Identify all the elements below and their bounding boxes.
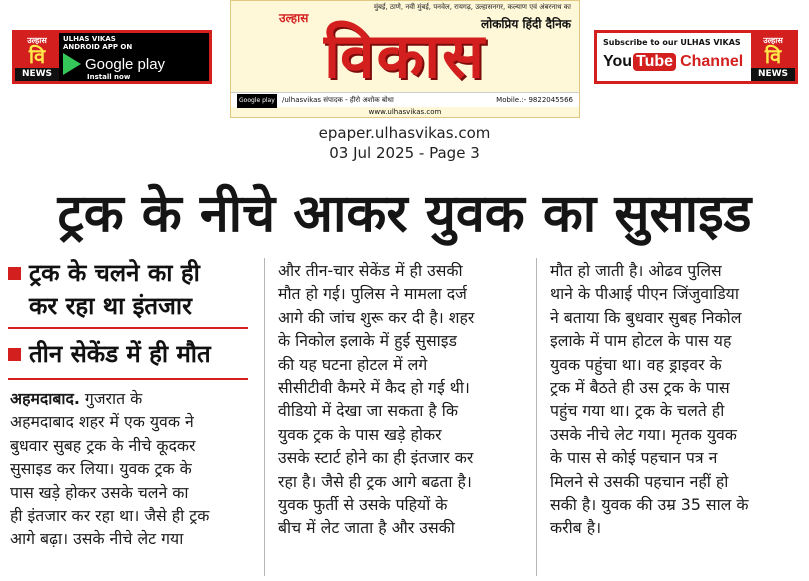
column-line: मौत हो गई। पुलिस ने मामला दर्ज — [278, 284, 467, 304]
subheading-2 — [8, 338, 248, 380]
column-line: युवक पहुंचा था। वह ड्राइवर के — [550, 354, 722, 374]
red-square-bullet-icon — [8, 267, 21, 280]
column-line: पहुंच गया था। ट्रक के चलते ही — [550, 401, 725, 421]
subheading-2-line: तीन सेकेंड में ही मौत — [29, 340, 211, 368]
column-divider — [264, 258, 265, 576]
masthead-cities: मुंबई, ठाणे, नवी मुंबई, पनवेल, रायगढ़, उल्हासनगर, कल्याण एवं अंबरनाथ का — [373, 3, 571, 11]
column-line: उसके नीचे लेट गया। मृतक युवक — [550, 424, 737, 444]
column-line: करीब है। — [550, 518, 602, 538]
masthead-social: /ulhasvikas संपादक - हीरो अशोक बोधा — [282, 96, 394, 104]
masthead-url: www.ulhasvikas.com — [368, 108, 442, 116]
logo-top-text: उल्हास — [763, 36, 783, 45]
column-line: रहा है। जैसे ही ट्रक आगे बढता है। — [278, 471, 472, 491]
article-column-3 — [550, 259, 796, 540]
column-line: सकी है। युवक की उम्र 35 साल के — [550, 495, 749, 515]
android-app-on-label: ANDROID APP ON — [63, 43, 133, 51]
masthead-mobile: Mobile.:- 9822045566 — [496, 96, 573, 104]
masthead-small-title: उल्हास — [279, 11, 309, 25]
column-line: वीडियो में देखा जा सकता है कि — [278, 401, 458, 421]
android-app-text — [63, 35, 205, 79]
youtube-tube-icon: Tube — [633, 53, 676, 71]
youtube-channel-banner[interactable] — [594, 30, 798, 84]
youtube-subscribe-text: Subscribe to our ULHAS VIKAS — [603, 38, 741, 47]
article-column-1 — [10, 387, 250, 551]
column-line: थाने के पीआई पीएन जिंजुवाडिया — [550, 284, 739, 304]
masthead-info-bar — [231, 92, 579, 107]
subheading-1 — [8, 257, 248, 329]
masthead — [230, 0, 580, 118]
column-line: युवक ट्रक के पास खड़े होकर — [278, 424, 442, 444]
logo-main-text: वि — [764, 44, 782, 68]
masthead-title: विकास — [323, 19, 487, 92]
google-play-icon — [63, 53, 81, 75]
subheading-1-line: कर रहा था इंतजार — [29, 292, 192, 320]
column-line: युवक फुर्ती से उसके पहियों के — [278, 495, 448, 515]
column-line: सुसाइड कर लिया। युवक ट्रक के — [10, 459, 192, 479]
logo-news-text: NEWS — [751, 68, 795, 81]
column-line: की यह घटना होटल में लगे — [278, 354, 428, 374]
column-line: आगे की जांच शुरू कर दी है। शहर — [278, 307, 475, 327]
column-line: आगे बढ़ा। उसके नीचे लेट गया — [10, 529, 184, 549]
ulhas-vikas-news-logo-right — [751, 33, 795, 81]
android-app-banner[interactable] — [12, 30, 212, 84]
column-line: बुधवार सुबह ट्रक के नीचे कूदकर — [10, 435, 196, 455]
epaper-site: epaper.ulhasvikas.com — [318, 124, 491, 142]
column-line: मौत हो जाती है। ओढव पुलिस — [550, 261, 722, 280]
column-line: सीसीटीवी कैमरे में कैद हो गई थी। — [278, 378, 470, 398]
column-line: अहमदाबाद शहर में एक युवक ने — [10, 412, 194, 432]
google-play-label: Google play — [85, 55, 166, 73]
column-line: मिलने से उसकी पहचान नहीं हो — [550, 471, 729, 491]
column-line: के पास से कोई पहचान पत्र न — [550, 448, 718, 468]
column-line: ने बताया कि बुधवार सुबह निकोल — [550, 307, 742, 327]
column-line: ही इंतजार कर रहा था। जैसे ही ट्रक — [10, 506, 210, 526]
column-line: बीच में लेट जाता है और उसकी — [278, 518, 455, 538]
column-divider — [536, 258, 537, 576]
column-line: इलाके में पाम होटल के पास यह — [550, 331, 732, 351]
google-play-mini-icon: Google play — [237, 94, 277, 108]
logo-top-text: उल्हास — [27, 36, 47, 45]
column-line: और तीन-चार सेकेंड में ही उसकी — [278, 261, 463, 280]
ulhas-vikas-news-logo — [15, 33, 59, 81]
youtube-you-text: You — [603, 53, 633, 70]
column-line-text: गुजरात के — [84, 389, 143, 408]
column-line: ट्रक में बैठते ही उस ट्रक के पास — [550, 378, 730, 398]
masthead-tagline: लोकप्रिय हिंदी दैनिक — [480, 17, 571, 31]
logo-news-text: NEWS — [15, 68, 59, 81]
logo-main-text: वि — [28, 44, 46, 68]
article-headline: ट्रक के नीचे आकर युवक का सुसाइड — [57, 184, 752, 244]
column-line: के निकोल इलाके में हुई सुसाइड — [278, 331, 457, 351]
install-now-label: Install now — [87, 73, 131, 81]
epaper-date-page: 03 Jul 2025 - Page 3 — [329, 144, 480, 162]
subheading-1-line: ट्रक के चलने का ही — [29, 259, 200, 287]
epaper-header — [0, 0, 809, 120]
android-brand-label: ULHAS VIKAS — [63, 35, 116, 43]
article-dateline: अहमदाबाद. — [10, 389, 80, 408]
red-square-bullet-icon — [8, 348, 21, 361]
youtube-channel-text: Channel — [680, 53, 744, 70]
column-line: पास खड़े होकर उसके चलने का — [10, 482, 189, 502]
column-line — [10, 387, 250, 410]
column-line: उसके स्टार्ट होने का ही इंतजार कर — [278, 448, 474, 468]
article-column-2 — [278, 259, 522, 540]
